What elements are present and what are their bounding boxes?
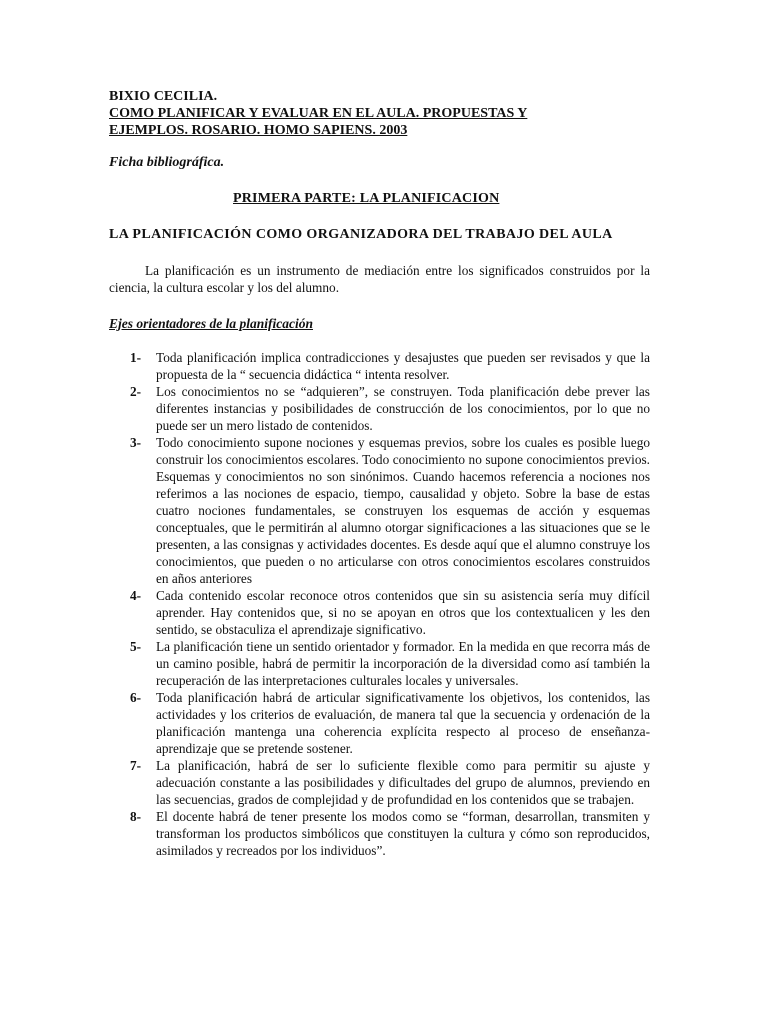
item-text: Cada contenido escolar reconoce otros contenidos que sin su asistencia sería muy difícil aprender. Hay contenidos que, si no se apoyan en otros que los contextualicen y les den sentido, se obstaculiza el aprendizaje significativo. [156, 588, 650, 637]
book-title-line-2: EJEMPLOS. ROSARIO. HOMO SAPIENS. 2003 [109, 123, 408, 138]
item-text: Los conocimientos no se “adquieren”, se construyen. Toda planificación debe prever las diferentes instancias y posibilidades de construcción de los conocimientos, por lo que no puede ser un mero listado de contenidos. [156, 384, 650, 433]
list-item [130, 434, 650, 587]
item-number: 1- [130, 350, 142, 365]
ejes-heading: Ejes orientadores de la planificación [109, 316, 313, 331]
item-number: 2- [130, 384, 142, 399]
list-item [130, 349, 650, 383]
intro-paragraph: La planificación es un instrumento de mediación entre los significados construidos por la ciencia, la cultura escolar y los del alumno. [109, 263, 650, 295]
item-text: La planificación, habrá de ser lo suficiente flexible como para permitir su ajuste y adecuación constante a las posibilidades y dificultades del grupo de alumnos, previendo en las secuencias, grados de complejidad y de profundidad en los contenidos que se trabajen. [156, 758, 650, 807]
item-text: Toda planificación habrá de articular significativamente los objetivos, los contenidos, las actividades y los criterios de evaluación, de manera tal que la secuencia y ordenación de la planificación mantenga una coherencia explícita respecto al proceso de enseñanza-aprendizaje que se pretende sostener. [156, 690, 650, 756]
item-text: El docente habrá de tener presente los modos como se “forman, desarrollan, transmiten y transforman los productos simbólicos que constituyen la cultura y cómo son reproducidos, asimilados y recreados por los individuos”. [156, 809, 650, 858]
list-item [130, 757, 650, 808]
item-number: 6- [130, 690, 142, 705]
item-number: 3- [130, 435, 142, 450]
list-item [130, 587, 650, 638]
item-number: 7- [130, 758, 142, 773]
ficha-label: Ficha bibliográfica. [109, 155, 225, 170]
bibliographic-header [109, 88, 589, 139]
list-item [130, 383, 650, 434]
item-number: 4- [130, 588, 142, 603]
ejes-list [130, 349, 650, 859]
item-text: Todo conocimiento supone nociones y esquemas previos, sobre los cuales es posible luego construir los conocimientos escolares. Todo conocimiento no supone conocimientos previos. Esquemas y conocimientos no son sinónimos. Cuando hacemos referencia a nociones nos referimos a las nociones de espacio, tiempo, causalidad y objeto. Sobre la base de estas cuatro nociones fundamentales, se construyen los esquemas de acción y esquemas conceptuales, que le permitirán al alumno otorgar significaciones a las situaciones que se le presenten, a las consignas y actividades docentes. Es desde aquí que el alumno construye los conocimientos, que pueden o no articularse con otros conocimientos escolares construidos en años anteriores [156, 435, 650, 586]
item-number: 8- [130, 809, 142, 824]
list-item [130, 808, 650, 859]
list-item [130, 638, 650, 689]
list-item [130, 689, 650, 757]
section-title: LA PLANIFICACIÓN COMO ORGANIZADORA DEL TRABAJO DEL AULA [109, 227, 613, 242]
item-text: La planificación tiene un sentido orientador y formador. En la medida en que recorra más de un camino posible, habrá de permitir la incorporación de la diversidad como así también la recuperación de las interpretaciones culturales locales y universales. [156, 639, 650, 688]
item-number: 5- [130, 639, 142, 654]
part-title: PRIMERA PARTE: LA PLANIFICACION [233, 191, 500, 206]
book-title-line-1: COMO PLANIFICAR Y EVALUAR EN EL AULA. PROPUESTAS Y [109, 106, 528, 121]
item-text: Toda planificación implica contradicciones y desajustes que pueden ser revisados y que la propuesta de la “ secuencia didáctica “ intenta resolver. [156, 350, 650, 382]
author-name: BIXIO CECILIA. [109, 89, 218, 104]
